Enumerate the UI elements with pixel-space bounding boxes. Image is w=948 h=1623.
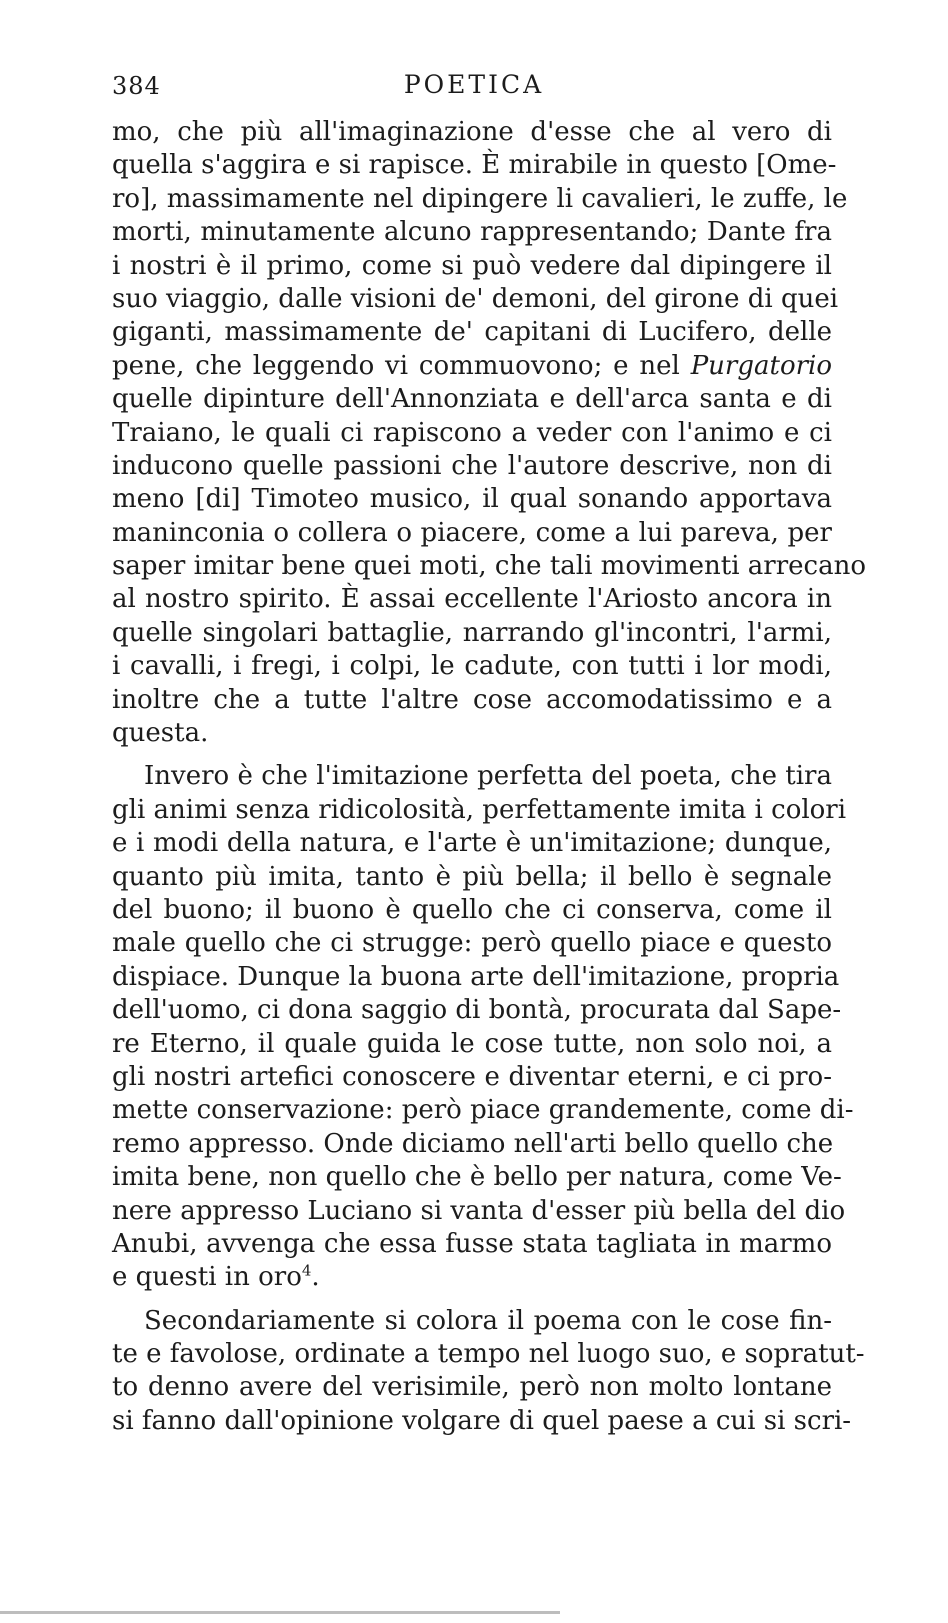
paragraph-2 <box>112 760 854 1294</box>
text-line: inoltre che a tutte l'altre cose accomodatissimo e a <box>112 684 832 715</box>
text-line: i nostri è il primo, come si può vedere dal dipingere il <box>112 250 832 281</box>
text-line: maninconia o collera o piacere, come a lui pareva, per <box>112 517 832 548</box>
text-line: saper imitar bene quei moti, che tali movimenti arrecano <box>112 551 867 582</box>
text-line: meno [di] Timoteo musico, il qual sonando apportava <box>112 484 832 515</box>
paragraph-3 <box>112 1305 865 1439</box>
text-line: male quello che ci strugge: però quello piace e questo <box>112 928 832 959</box>
text-line: Traiano, le quali ci rapiscono a veder con l'animo e ci <box>112 417 832 448</box>
text-line: re Eterno, il quale guida le cose tutte, non solo noi, a <box>112 1028 832 1059</box>
text-line: Secondariamente si colora il poema con le cose fin‑ <box>144 1305 832 1336</box>
text-line: i cavalli, i fregi, i colpi, le cadute, con tutti i lor modi, <box>112 651 832 682</box>
text-line: si fanno dall'opinione volgare di quel paese a cui si scri‑ <box>112 1405 852 1436</box>
text-line: quanto più imita, tanto è più bella; il bello è segnale <box>112 861 832 892</box>
text-line: nere appresso Luciano si vanta d'esser più bella del dio <box>112 1195 846 1226</box>
text-line: Anubi, avvenga che essa fusse stata tagliata in marmo <box>112 1228 832 1259</box>
text-line: mette conservazione: però piace grandemente, come di‑ <box>112 1095 854 1126</box>
text-line: gli nostri artefici conoscere e diventar eterni, e ci pro‑ <box>112 1061 832 1092</box>
text-line: quelle dipinture dell'Annonziata e dell'arca santa e di <box>112 384 832 415</box>
text-line: imita bene, non quello che è bello per natura, come Ve‑ <box>112 1162 842 1193</box>
text-line: Invero è che l'imitazione perfetta del poeta, che tira <box>144 761 832 792</box>
text-line: to denno avere del verisimile, però non molto lontane <box>112 1372 832 1403</box>
text-line: ro], massimamente nel dipingere li cavalieri, le zuffe, le <box>112 183 848 214</box>
paragraph-1 <box>112 116 867 750</box>
running-head: POETICA <box>403 70 545 99</box>
text-line: suo viaggio, dalle visioni de' demoni, del girone di quei <box>112 283 839 314</box>
text-line: gli animi senza ridicolosità, perfettamente imita i colori <box>112 794 847 825</box>
text-line: inducono quelle passioni che l'autore descrive, non di <box>112 450 832 481</box>
text-line: quella s'aggira e si rapisce. È mirabile in questo [Ome‑ <box>112 150 837 181</box>
text-line: te e favolose, ordinate a tempo nel luogo suo, e sopratut‑ <box>112 1339 865 1370</box>
italic-title: Purgatorio <box>690 350 832 381</box>
text-line: mo, che più all'imaginazione d'esse che al vero di <box>112 117 832 147</box>
text-line: e questi in oro$^4$. <box>112 1261 320 1293</box>
text-line: giganti, massimamente de' capitani di Lucifero, delle <box>112 317 832 348</box>
text-line: e i modi della natura, e l'arte è un'imitazione; dunque, <box>112 828 832 859</box>
text-line: morti, minutamente alcuno rappresentando; Dante fra <box>112 217 832 248</box>
page-number: 384 <box>112 72 161 100</box>
text-line: del buono; il buono è quello che ci conserva, come il <box>112 894 832 925</box>
text-line: quelle singolari battaglie, narrando gl'incontri, l'armi, <box>112 617 832 648</box>
text-line: dell'uomo, ci dona saggio di bontà, procurata dal Sape‑ <box>112 995 842 1026</box>
footnote-marker: 4 <box>301 1261 312 1280</box>
scan-edge <box>0 1611 560 1614</box>
text-line: pene, che leggendo vi commuovono; e nel Purgatorio <box>112 350 832 381</box>
text-line: dispiace. Dunque la buona arte dell'imitazione, propria <box>112 961 840 992</box>
text-line: remo appresso. Onde diciamo nell'arti bello quello che <box>112 1128 834 1159</box>
text-line: al nostro spirito. È assai eccellente l'Ariosto ancora in <box>112 584 832 615</box>
body-text <box>112 116 867 1438</box>
text-line: questa. <box>112 718 209 749</box>
